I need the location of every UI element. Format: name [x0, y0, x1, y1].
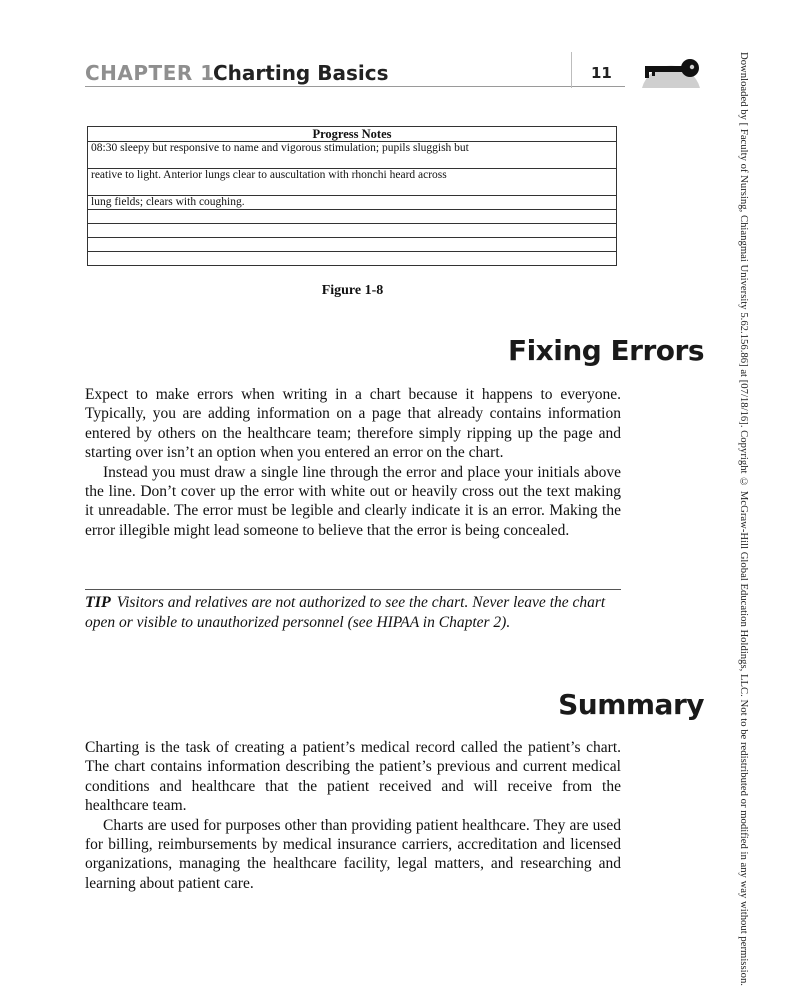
- note-line: reative to light. Anterior lungs clear to auscultation with rhonchi heard across: [91, 169, 447, 181]
- copyright-notice: Downloaded by [ Faculty of Nursing, Chiangmai University 5.62.156.86] at [07/18/16]. Copyright © McGraw-Hill Global Education Holdings, LLC. Not to be redistributed or modified in any way without permission.: [738, 52, 750, 986]
- blank-row: [88, 238, 617, 252]
- table-row: [88, 169, 617, 196]
- note-line: lung fields; clears with coughing.: [91, 196, 245, 208]
- chapter-label: CHAPTER 1: [85, 61, 215, 85]
- tip-text: Visitors and relatives are not authorized to see the chart. Never leave the chart open or visible to unauthorized personnel (see HIPAA in Chapter 2).: [85, 594, 606, 631]
- header-divider: [571, 52, 572, 88]
- progress-notes-table: [87, 126, 617, 266]
- tip-label: TIP: [85, 594, 111, 611]
- fixing-errors-body: [85, 385, 621, 540]
- tip-box: [85, 593, 621, 633]
- blank-row: [88, 224, 617, 238]
- paragraph: Expect to make errors when writing in a chart because it happens to everyone. Typically, you are adding information on a page that already contains information entered by others on the healthcare team; therefore simply ripping up the page and starting over isn’t an option when you entered an error on the chart.: [85, 386, 621, 462]
- page-number: 11: [591, 64, 612, 82]
- table-row: [88, 142, 617, 169]
- blank-row: [88, 210, 617, 224]
- fixing-errors-heading: Fixing Errors: [507, 334, 704, 367]
- key-icon: [634, 48, 708, 88]
- chapter-title: Charting Basics: [213, 61, 389, 85]
- summary-body: [85, 738, 621, 893]
- figure-caption: Figure 1-8: [321, 283, 384, 298]
- tip-divider: [85, 589, 621, 590]
- progress-notes-title: Progress Notes: [88, 127, 617, 142]
- chapter-header: [85, 58, 625, 87]
- summary-heading: Summary: [558, 688, 704, 721]
- blank-row: [88, 252, 617, 266]
- paragraph: Instead you must draw a single line through the error and place your initials above the line. Don’t cover up the error with white out or heavily cross out the text making it unreadable. The error must be legible and clearly indicate it is an error. Making the error illegible might lead someone to believe that the error is being concealed.: [85, 463, 621, 539]
- paragraph: Charting is the task of creating a patient’s medical record called the patient’s chart. The chart contains information describing the patient’s previous and current medical conditions and healthcare that the patient received and will receive from the healthcare team.: [85, 739, 621, 815]
- paragraph: Charts are used for purposes other than providing patient healthcare. They are used for billing, reimbursements by medical insurance carriers, accreditation and licensed organizations, managing the healthcare facility, legal matters, and researching and learning about patient care.: [85, 816, 621, 892]
- table-row: [88, 196, 617, 210]
- note-line: 08:30 sleepy but responsive to name and vigorous stimulation; pupils sluggish but: [91, 142, 469, 154]
